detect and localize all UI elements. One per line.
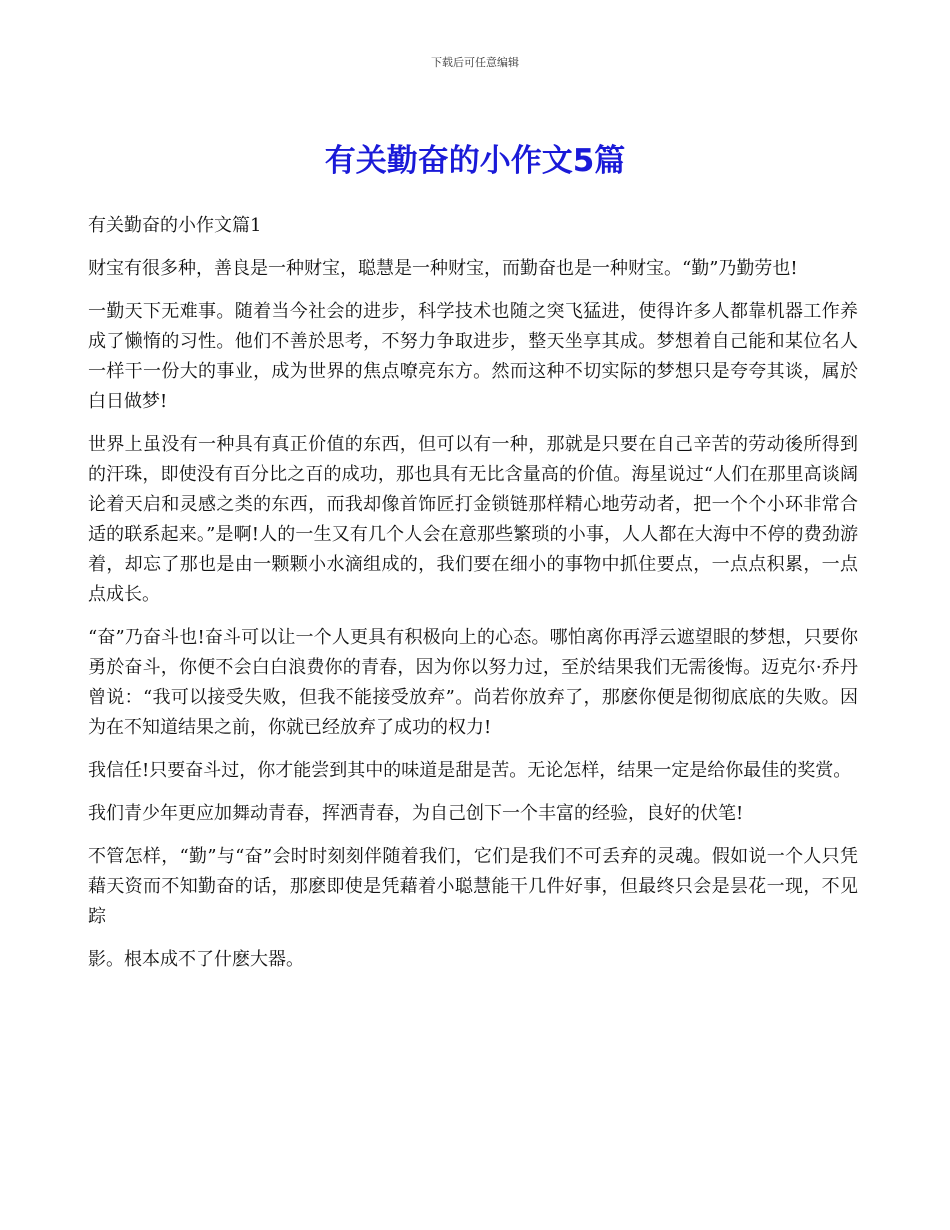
paragraph: “奋”乃奋斗也!奋斗可以让一个人更具有积极向上的心态。哪怕离你再浮云遮望眼的梦想，只要你勇於奋斗，你便不会白白浪费你的青春，因为你以努力过，至於结果我们无需後悔。迈克尔·乔丹曾说：“我可以接受失败，但我不能接受放弃”。尚若你放弃了，那麽你便是彻彻底底的失败。因为在不知道结果之前，你就已经放弃了成功的权力!	[88, 627, 858, 738]
paragraph: 我信任!只要奋斗过，你才能尝到其中的味道是甜是苦。无论怎样，结果一定是给你最佳的奖赏。	[88, 760, 852, 781]
document-body	[88, 211, 858, 988]
paragraph: 一勤天下无难事。随着当今社会的进步，科学技术也随之突飞猛进，使得许多人都靠机器工作养成了懒惰的习性。他们不善於思考，不努力争取进步，整天坐享其成。梦想着自己能和某位名人一样干一份大的事业，成为世界的焦点嘹亮东方。然而这种不切实际的梦想只是夸夸其谈，属於白日做梦!	[88, 301, 858, 412]
section-subheading: 有关勤奋的小作文篇1	[88, 215, 262, 236]
paragraph: 影。根本成不了什麽大器。	[88, 949, 304, 970]
document-title: 有关勤奋的小作文5篇	[324, 143, 626, 179]
paragraph: 我们青少年更应加舞动青春，挥洒青春，为自己创下一个丰富的经验，良好的伏笔!	[88, 803, 744, 824]
paragraph: 不管怎样，“勤”与“奋”会时时刻刻伴随着我们，它们是我们不可丢弃的灵魂。假如说一个人只凭藉天资而不知勤奋的话，那麽即使是凭藉着小聪慧能干几件好事，但最终只会是昙花一现，不见踪	[88, 846, 858, 927]
paragraph: 财宝有很多种，善良是一种财宝，聪慧是一种财宝，而勤奋也是一种财宝。“勤”乃勤劳也!	[88, 258, 798, 279]
paragraph: 世界上虽没有一种具有真正价值的东西，但可以有一种，那就是只要在自己辛苦的劳动後所得到的汗珠，即使没有百分比之百的成功，那也具有无比含量高的价值。海星说过“人们在那里高谈阔论着天启和灵感之类的东西，而我却像首饰匠打金锁链那样精心地劳动者，把一个个小环非常合适的联系起来。”是啊!人的一生又有几个人会在意那些繁琐的小事，人人都在大海中不停的费劲游着，却忘了那也是由一颗颗小水滴组成的，我们要在细小的事物中抓住要点，一点点积累，一点点成长。	[88, 434, 858, 605]
page-header-note: 下载后可任意编辑	[431, 56, 519, 69]
